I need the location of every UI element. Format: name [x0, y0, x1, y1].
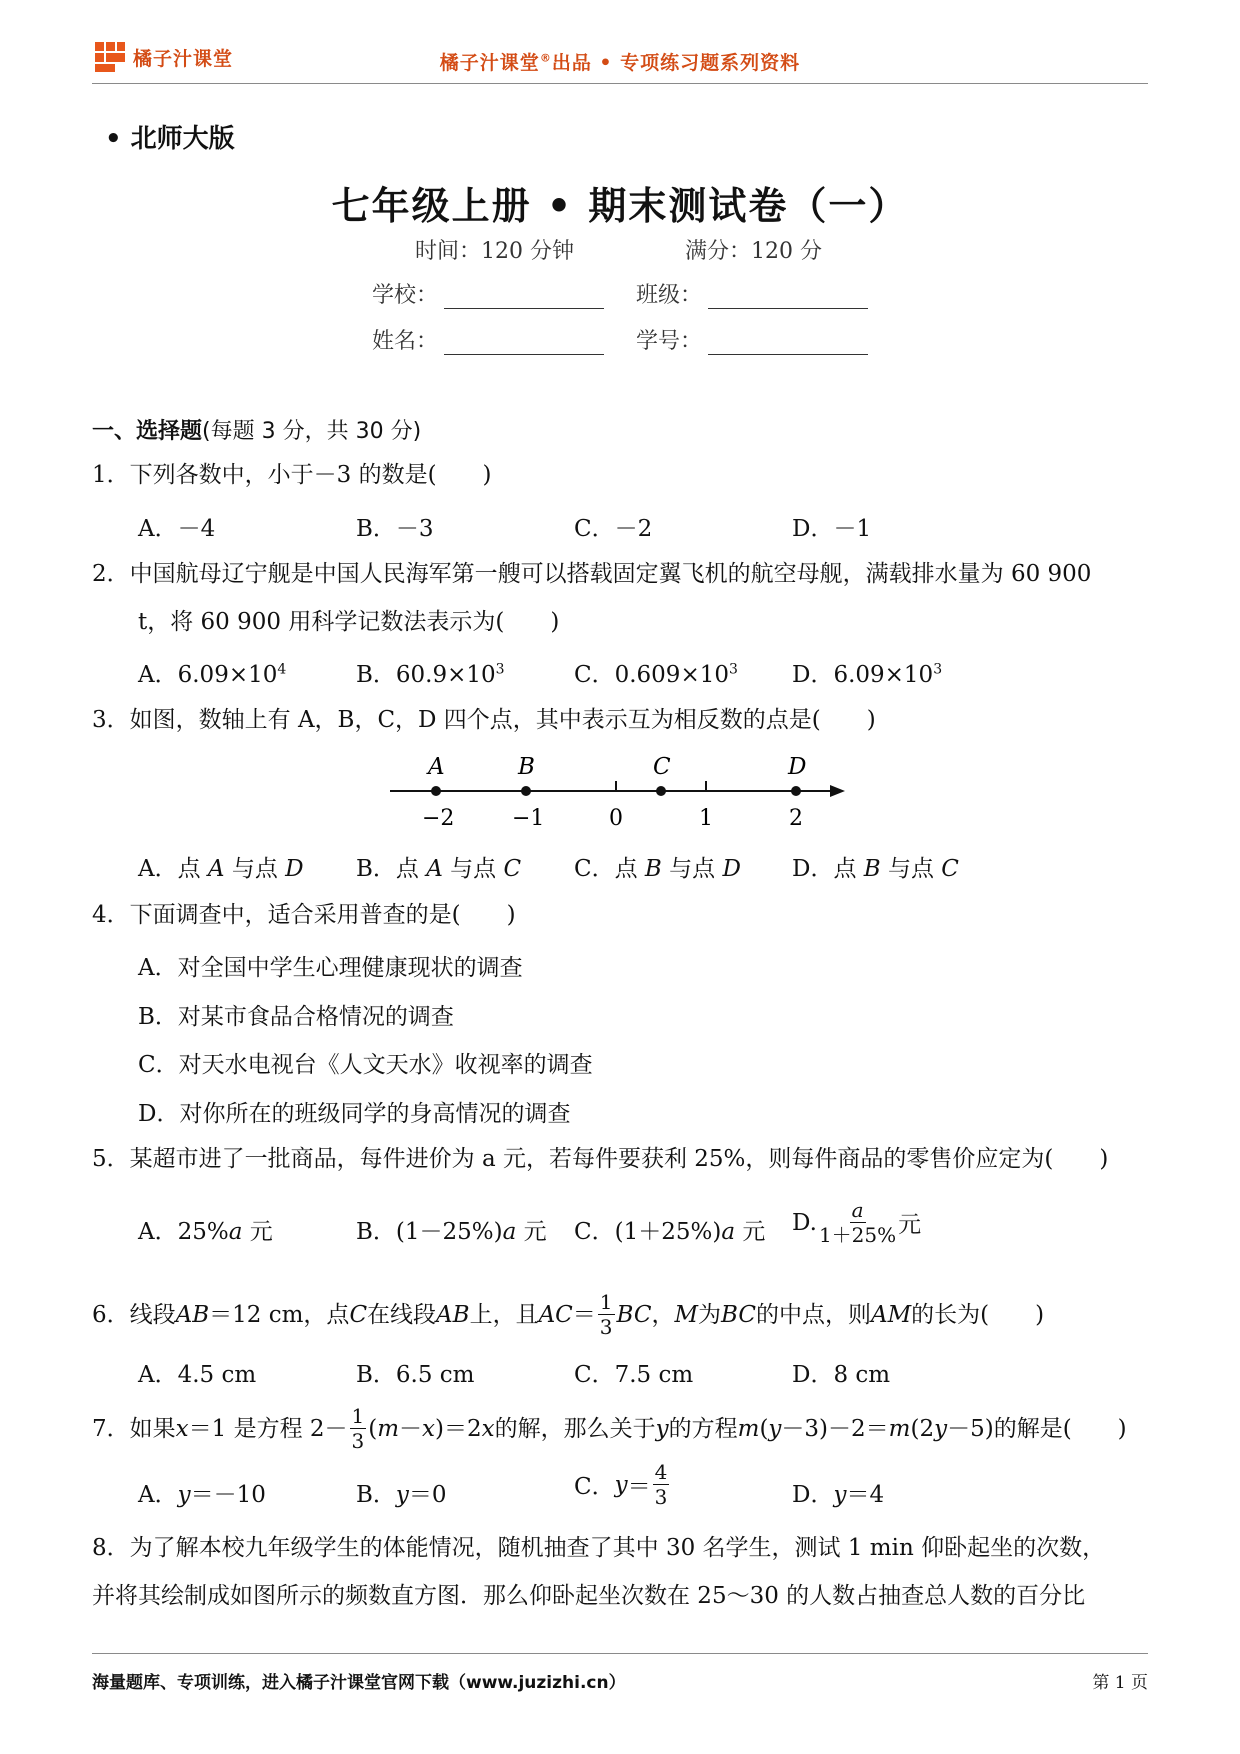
- q7-c-pre: C．: [574, 1474, 615, 1500]
- q7-s9: x: [481, 1415, 495, 1442]
- q7-a-pre: A．: [138, 1482, 178, 1508]
- q5-option-a: [138, 1213, 273, 1246]
- q7-s6: －: [399, 1415, 423, 1442]
- q3-b-p1: A: [426, 856, 443, 882]
- q3-c-prefix: C．点: [574, 856, 645, 882]
- q7-s14: (: [759, 1415, 769, 1442]
- point-c: [656, 786, 666, 796]
- q3-a-mid: 与点: [224, 856, 286, 882]
- q7-a-var: y: [177, 1482, 191, 1508]
- q7-fraction: [350, 1406, 367, 1451]
- q7-denominator: 3: [351, 1429, 365, 1453]
- q7-s7: x: [422, 1415, 436, 1442]
- q7-s5: m: [377, 1415, 400, 1442]
- q5-c-var: a: [721, 1219, 736, 1245]
- q5-a-post: 元: [242, 1219, 273, 1245]
- q2-option-a-exp: 4: [277, 661, 287, 678]
- q7-c-post: ＝: [627, 1474, 651, 1500]
- q6-option-b: B．6.5 cm: [356, 1362, 475, 1388]
- q2-option-d: [792, 656, 942, 689]
- q7-s15: y: [768, 1415, 782, 1442]
- logo-text: 橘子汁课堂: [133, 47, 234, 70]
- id-field: [636, 324, 868, 355]
- question-8-line1: 8．为了解本校九年级学生的体能情况，随机抽查了其中 30 名学生，测试 1 min 仰卧起坐的次数，: [92, 1535, 1106, 1561]
- q7-s12: 的方程: [668, 1415, 738, 1442]
- school-blank[interactable]: [444, 286, 604, 309]
- id-label: 学号：: [636, 329, 703, 354]
- q6-denominator: 3: [599, 1315, 613, 1339]
- q7-numerator: 1: [351, 1404, 365, 1428]
- logo-mark-icon: [95, 42, 125, 72]
- point-label-b: B: [518, 754, 535, 780]
- class-field: [636, 278, 868, 309]
- q5-d-pre: D.: [792, 1209, 817, 1236]
- q7-s17: m: [888, 1415, 911, 1442]
- school-field: [372, 278, 604, 309]
- class-label: 班级：: [636, 283, 703, 308]
- name-field: [372, 324, 604, 355]
- q7-s13: m: [737, 1415, 760, 1442]
- q7-s11: y: [655, 1415, 669, 1442]
- q6-fraction: [598, 1292, 615, 1337]
- series-suffix: 出品 • 专项练习题系列资料: [551, 52, 801, 74]
- q2-option-a-label: A．6.09×10: [138, 662, 278, 688]
- q7-d-pre: D．: [792, 1482, 834, 1508]
- q5-option-c: [574, 1213, 765, 1246]
- q3-a-p2: D: [285, 856, 304, 882]
- q7-s20: －5)的解是( ): [947, 1415, 1127, 1442]
- q3-a-prefix: A．点: [138, 856, 208, 882]
- q7-d-var: y: [833, 1482, 847, 1508]
- q6-s9: ＝: [572, 1301, 596, 1328]
- series-title: [380, 48, 860, 75]
- section-note: (每题 3 分，共 30 分): [202, 419, 422, 444]
- q6-s16: AM: [870, 1301, 912, 1328]
- q3-option-c: [574, 850, 741, 883]
- tick-label-2: 2: [789, 806, 803, 831]
- q4-option-b: B．对某市食品合格情况的调查: [138, 1004, 454, 1030]
- q1-option-b: B．－3: [356, 516, 434, 542]
- q5-d-post: 元: [898, 1212, 922, 1238]
- q6-s17: 的长为( ): [911, 1301, 1045, 1328]
- q7-option-c: [574, 1462, 671, 1507]
- q3-b-mid: 与点: [442, 856, 504, 882]
- q5-b-pre: B．(1－25%): [356, 1219, 503, 1245]
- q6-option-c: C．7.5 cm: [574, 1362, 694, 1388]
- q2-option-c-label: C．0.609×10: [574, 662, 729, 688]
- q5-c-post: 元: [735, 1219, 766, 1245]
- q3-option-a: [138, 850, 304, 883]
- q6-s4: C: [349, 1301, 368, 1328]
- point-a: [431, 786, 441, 796]
- exam-time: 时间：120 分钟: [415, 239, 574, 264]
- name-label: 姓名：: [372, 329, 439, 354]
- q6-s6: AB: [436, 1301, 470, 1328]
- q7-option-b: [356, 1476, 447, 1509]
- edition-label: • 北师大版: [105, 124, 235, 154]
- q2-option-d-label: D．6.09×10: [792, 662, 934, 688]
- q6-option-a: A．4.5 cm: [138, 1362, 257, 1388]
- q6-option-d: D．8 cm: [792, 1362, 891, 1388]
- q6-s13: 为: [698, 1301, 722, 1328]
- q7-s2: x: [175, 1415, 189, 1442]
- q2-option-b-exp: 3: [495, 661, 505, 678]
- q7-b-post: ＝0: [408, 1482, 447, 1508]
- q3-a-p1: A: [207, 856, 225, 882]
- q7-s18: (2: [910, 1415, 935, 1442]
- header-divider: [92, 83, 1148, 84]
- question-3-stem: 3．如图，数轴上有 A，B，C，D 四个点，其中表示互为相反数的点是( ): [92, 707, 876, 733]
- footer-divider: [92, 1653, 1148, 1654]
- q5-c-pre: C．(1＋25%): [574, 1219, 722, 1245]
- q7-d-post: ＝4: [846, 1482, 885, 1508]
- q6-s11: ，: [651, 1301, 675, 1328]
- number-line-arrow: [830, 785, 845, 797]
- q7-s8: )＝2: [435, 1415, 482, 1442]
- question-5-stem: 5．某超市进了一批商品，每件进价为 a 元，若每件要获利 25%，则每件商品的零售价应定为( ): [92, 1146, 1109, 1172]
- question-8-line2: 并将其绘制成如图所示的频数直方图．那么仰卧起坐次数在 25～30 的人数占抽查总人数的百分比: [92, 1583, 1086, 1609]
- page-number: 第 1 页: [1092, 1673, 1148, 1693]
- question-6-stem: [92, 1292, 1044, 1337]
- q7-s19: y: [934, 1415, 948, 1442]
- registered-mark: ®: [539, 51, 552, 65]
- brand-logo: [95, 42, 233, 72]
- section-heading: [92, 414, 421, 445]
- name-blank[interactable]: [444, 332, 604, 355]
- q2-option-b-label: B．60.9×10: [356, 662, 496, 688]
- class-blank[interactable]: [708, 286, 868, 309]
- q5-b-var: a: [502, 1219, 517, 1245]
- q7-c-fraction: [653, 1462, 670, 1507]
- q6-numerator: 1: [599, 1290, 613, 1314]
- q5-a-var: a: [228, 1219, 243, 1245]
- q6-s5: 在线段: [367, 1301, 437, 1328]
- q3-d-p2: C: [941, 856, 959, 882]
- q3-option-b: [356, 850, 521, 883]
- q7-c-numerator: 4: [654, 1460, 668, 1484]
- q5-option-d: [792, 1200, 921, 1245]
- tick-label-1: 1: [699, 806, 713, 831]
- page-title: 七年级上册 • 期末测试卷（一）: [331, 184, 909, 228]
- point-label-d: D: [788, 754, 807, 780]
- q5-option-b: [356, 1213, 547, 1246]
- point-b: [521, 786, 531, 796]
- q2-option-c-exp: 3: [728, 661, 738, 678]
- q7-s3: ＝1 是方程 2－: [188, 1415, 348, 1442]
- q6-s10: BC: [616, 1301, 652, 1328]
- q7-c-denominator: 3: [654, 1485, 668, 1509]
- q6-s12: M: [674, 1301, 699, 1328]
- number-line-figure: [380, 745, 860, 835]
- exam-score: 满分：120 分: [685, 239, 822, 264]
- point-label-a: A: [428, 754, 445, 780]
- question-2-stem-line1: 2．中国航母辽宁舰是中国人民海军第一艘可以搭载固定翼飞机的航空母舰，满载排水量为 60 900: [92, 561, 1092, 587]
- q5-d-numerator: a: [851, 1198, 864, 1222]
- question-1-stem: 1．下列各数中，小于－3 的数是( ): [92, 462, 492, 488]
- q6-s8: AC: [538, 1301, 573, 1328]
- q4-option-c: C．对天水电视台《人文天水》收视率的调查: [138, 1052, 593, 1078]
- series-prefix: 橘子汁课堂: [439, 52, 540, 74]
- q2-option-a: [138, 656, 286, 689]
- school-label: 学校：: [372, 283, 439, 308]
- q7-a-post: ＝－10: [190, 1482, 266, 1508]
- question-2-stem-line2: t，将 60 900 用科学记数法表示为( ): [138, 609, 560, 635]
- q6-s3: ＝12 cm，点: [209, 1301, 350, 1328]
- q5-b-post: 元: [516, 1219, 547, 1245]
- point-d: [791, 786, 801, 796]
- tick-label-neg1: −1: [512, 806, 545, 831]
- id-blank[interactable]: [708, 332, 868, 355]
- q3-option-d: [792, 850, 959, 883]
- q4-option-a: A．对全国中学生心理健康现状的调查: [138, 955, 523, 981]
- q5-a-pre: A．25%: [138, 1219, 229, 1245]
- q6-s1: 6．线段: [92, 1301, 176, 1328]
- q1-option-c: C．－2: [574, 516, 653, 542]
- tick-label-0: 0: [609, 806, 623, 831]
- q6-s15: 的中点，则: [755, 1301, 871, 1328]
- q5-d-denominator: 1＋25%: [818, 1223, 897, 1247]
- question-7-stem: [92, 1406, 1127, 1451]
- q2-option-b: [356, 656, 505, 689]
- q6-s2: AB: [175, 1301, 210, 1328]
- q7-s10: 的解，那么关于: [494, 1415, 656, 1442]
- q7-c-var: y: [614, 1471, 628, 1498]
- q2-option-c: [574, 656, 738, 689]
- q3-c-mid: 与点: [661, 856, 723, 882]
- q3-b-p2: C: [503, 856, 522, 882]
- q7-b-pre: B．: [356, 1482, 396, 1508]
- q7-s16: －3)－2＝: [781, 1415, 889, 1442]
- footer-promo: 海量题库、专项训练，进入橘子汁课堂官网下载（www.juzizhi.cn）: [92, 1673, 626, 1693]
- q7-b-var: y: [395, 1482, 409, 1508]
- q1-option-d: D．－1: [792, 516, 872, 542]
- q3-d-prefix: D．点: [792, 856, 864, 882]
- q3-b-prefix: B．点: [356, 856, 427, 882]
- q4-option-d: D．对你所在的班级同学的身高情况的调查: [138, 1101, 571, 1127]
- q3-d-p1: B: [863, 856, 881, 882]
- q3-c-p1: B: [644, 856, 662, 882]
- q7-s1: 7．如果: [92, 1415, 176, 1442]
- q6-s14: BC: [721, 1301, 756, 1328]
- q5-d-fraction: [819, 1200, 896, 1245]
- q7-option-a: [138, 1476, 266, 1509]
- q3-c-p2: D: [722, 856, 741, 882]
- q1-option-a: A．－4: [138, 516, 216, 542]
- q6-s7: 上，且: [469, 1301, 539, 1328]
- tick-label-neg2: −2: [422, 806, 455, 831]
- point-label-c: C: [653, 754, 671, 780]
- q3-d-mid: 与点: [880, 856, 942, 882]
- section-title: 一、选择题: [92, 419, 203, 444]
- question-4-stem: 4．下面调查中，适合采用普查的是( ): [92, 902, 516, 928]
- q2-option-d-exp: 3: [933, 661, 943, 678]
- q7-option-d: [792, 1476, 884, 1509]
- q7-s4: (: [368, 1415, 378, 1442]
